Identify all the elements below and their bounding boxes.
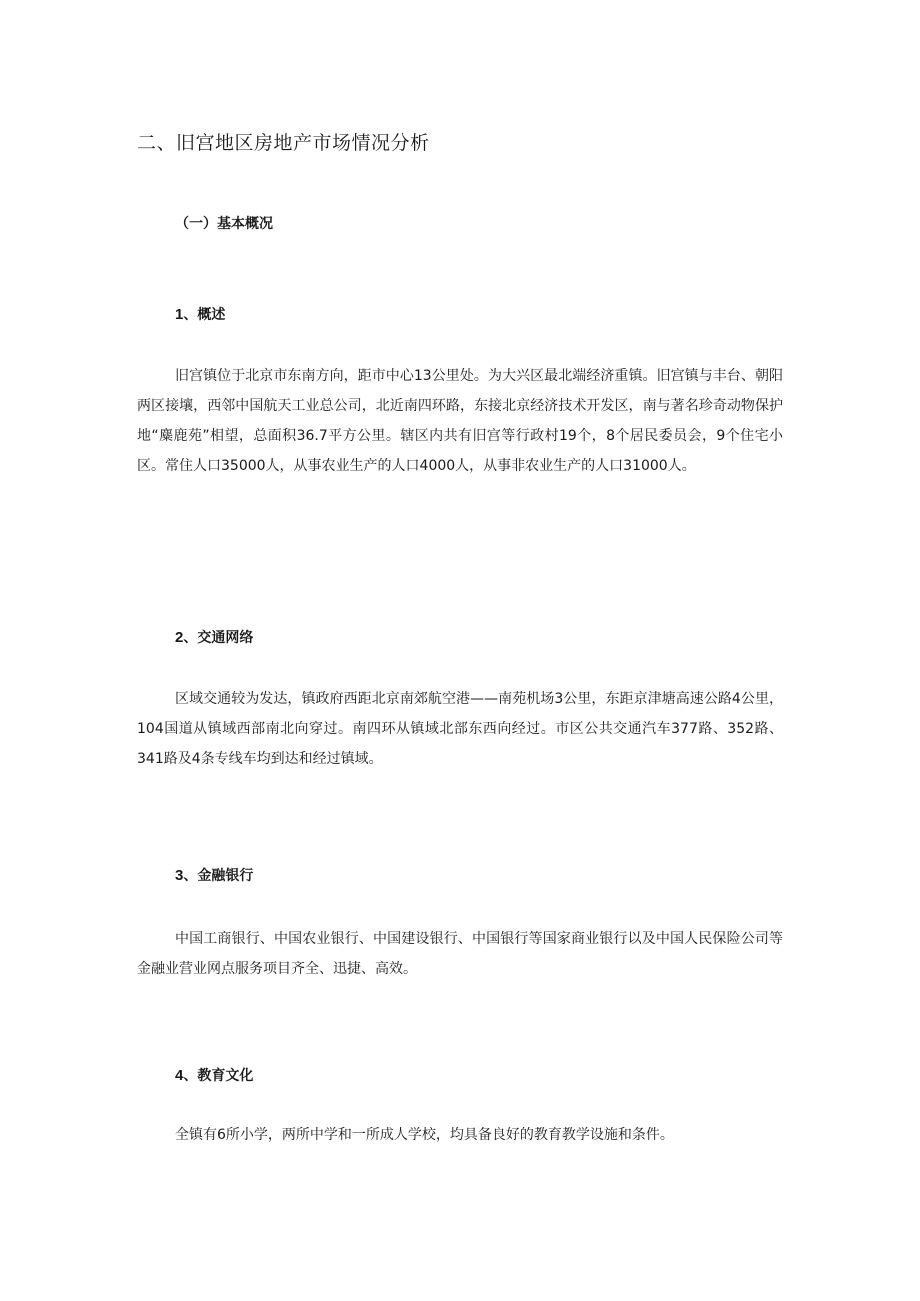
section-heading-finance (175, 864, 253, 888)
section-paragraph-education: 全镇有6所小学，两所中学和一所成人学校，均具备良好的教育教学设施和条件。 (175, 1127, 674, 1143)
section-paragraph-finance: 中国工商银行、中国农业银行、中国建设银行、中国银行等国家商业银行以及中国人民保险公司等金融业营业网点服务项目齐全、迅捷、高效。 (137, 931, 783, 977)
section-heading-education (175, 1064, 253, 1088)
document-subtitle: （一）基本概况 (175, 216, 273, 232)
section-heading-text: 、概述 (183, 307, 226, 323)
section-heading-text: 、交通网络 (183, 630, 254, 646)
section-heading-text: 、金融银行 (183, 868, 254, 884)
section-number: 4 (175, 1067, 184, 1084)
document-title: 二、旧宫地区房地产市场情况分析 (137, 132, 430, 154)
section-heading-transport (175, 626, 253, 650)
section-paragraph-transport: 区域交通较为发达，镇政府西距北京南郊航空港——南苑机场3公里，东距京津塘高速公路4公里，104国道从镇域西部南北向穿过。南四环从镇域北部东西向经过。市区公共交通汽车377路、352路、341路及4条专线车均到达和经过镇域。 (137, 691, 783, 767)
section-number: 2 (175, 629, 184, 646)
section-heading-overview (175, 303, 225, 327)
section-paragraph-overview: 旧宫镇位于北京市东南方向，距市中心13公里处。为大兴区最北端经济重镇。旧宫镇与丰台、朝阳两区接壤，西邻中国航天工业总公司，北近南四环路，东接北京经济技术开发区，南与著名珍奇动物保护地“麋鹿苑”相望，总面积36.7平方公里。辖区内共有旧宫等行政村19个，8个居民委员会，9个住宅小区。常住人口35000人，从事农业生产的人口4000人，从事非农业生产的人口31000人。 (137, 368, 783, 474)
section-heading-text: 、教育文化 (183, 1068, 254, 1084)
section-number: 1 (175, 306, 184, 323)
section-number: 3 (175, 867, 184, 884)
